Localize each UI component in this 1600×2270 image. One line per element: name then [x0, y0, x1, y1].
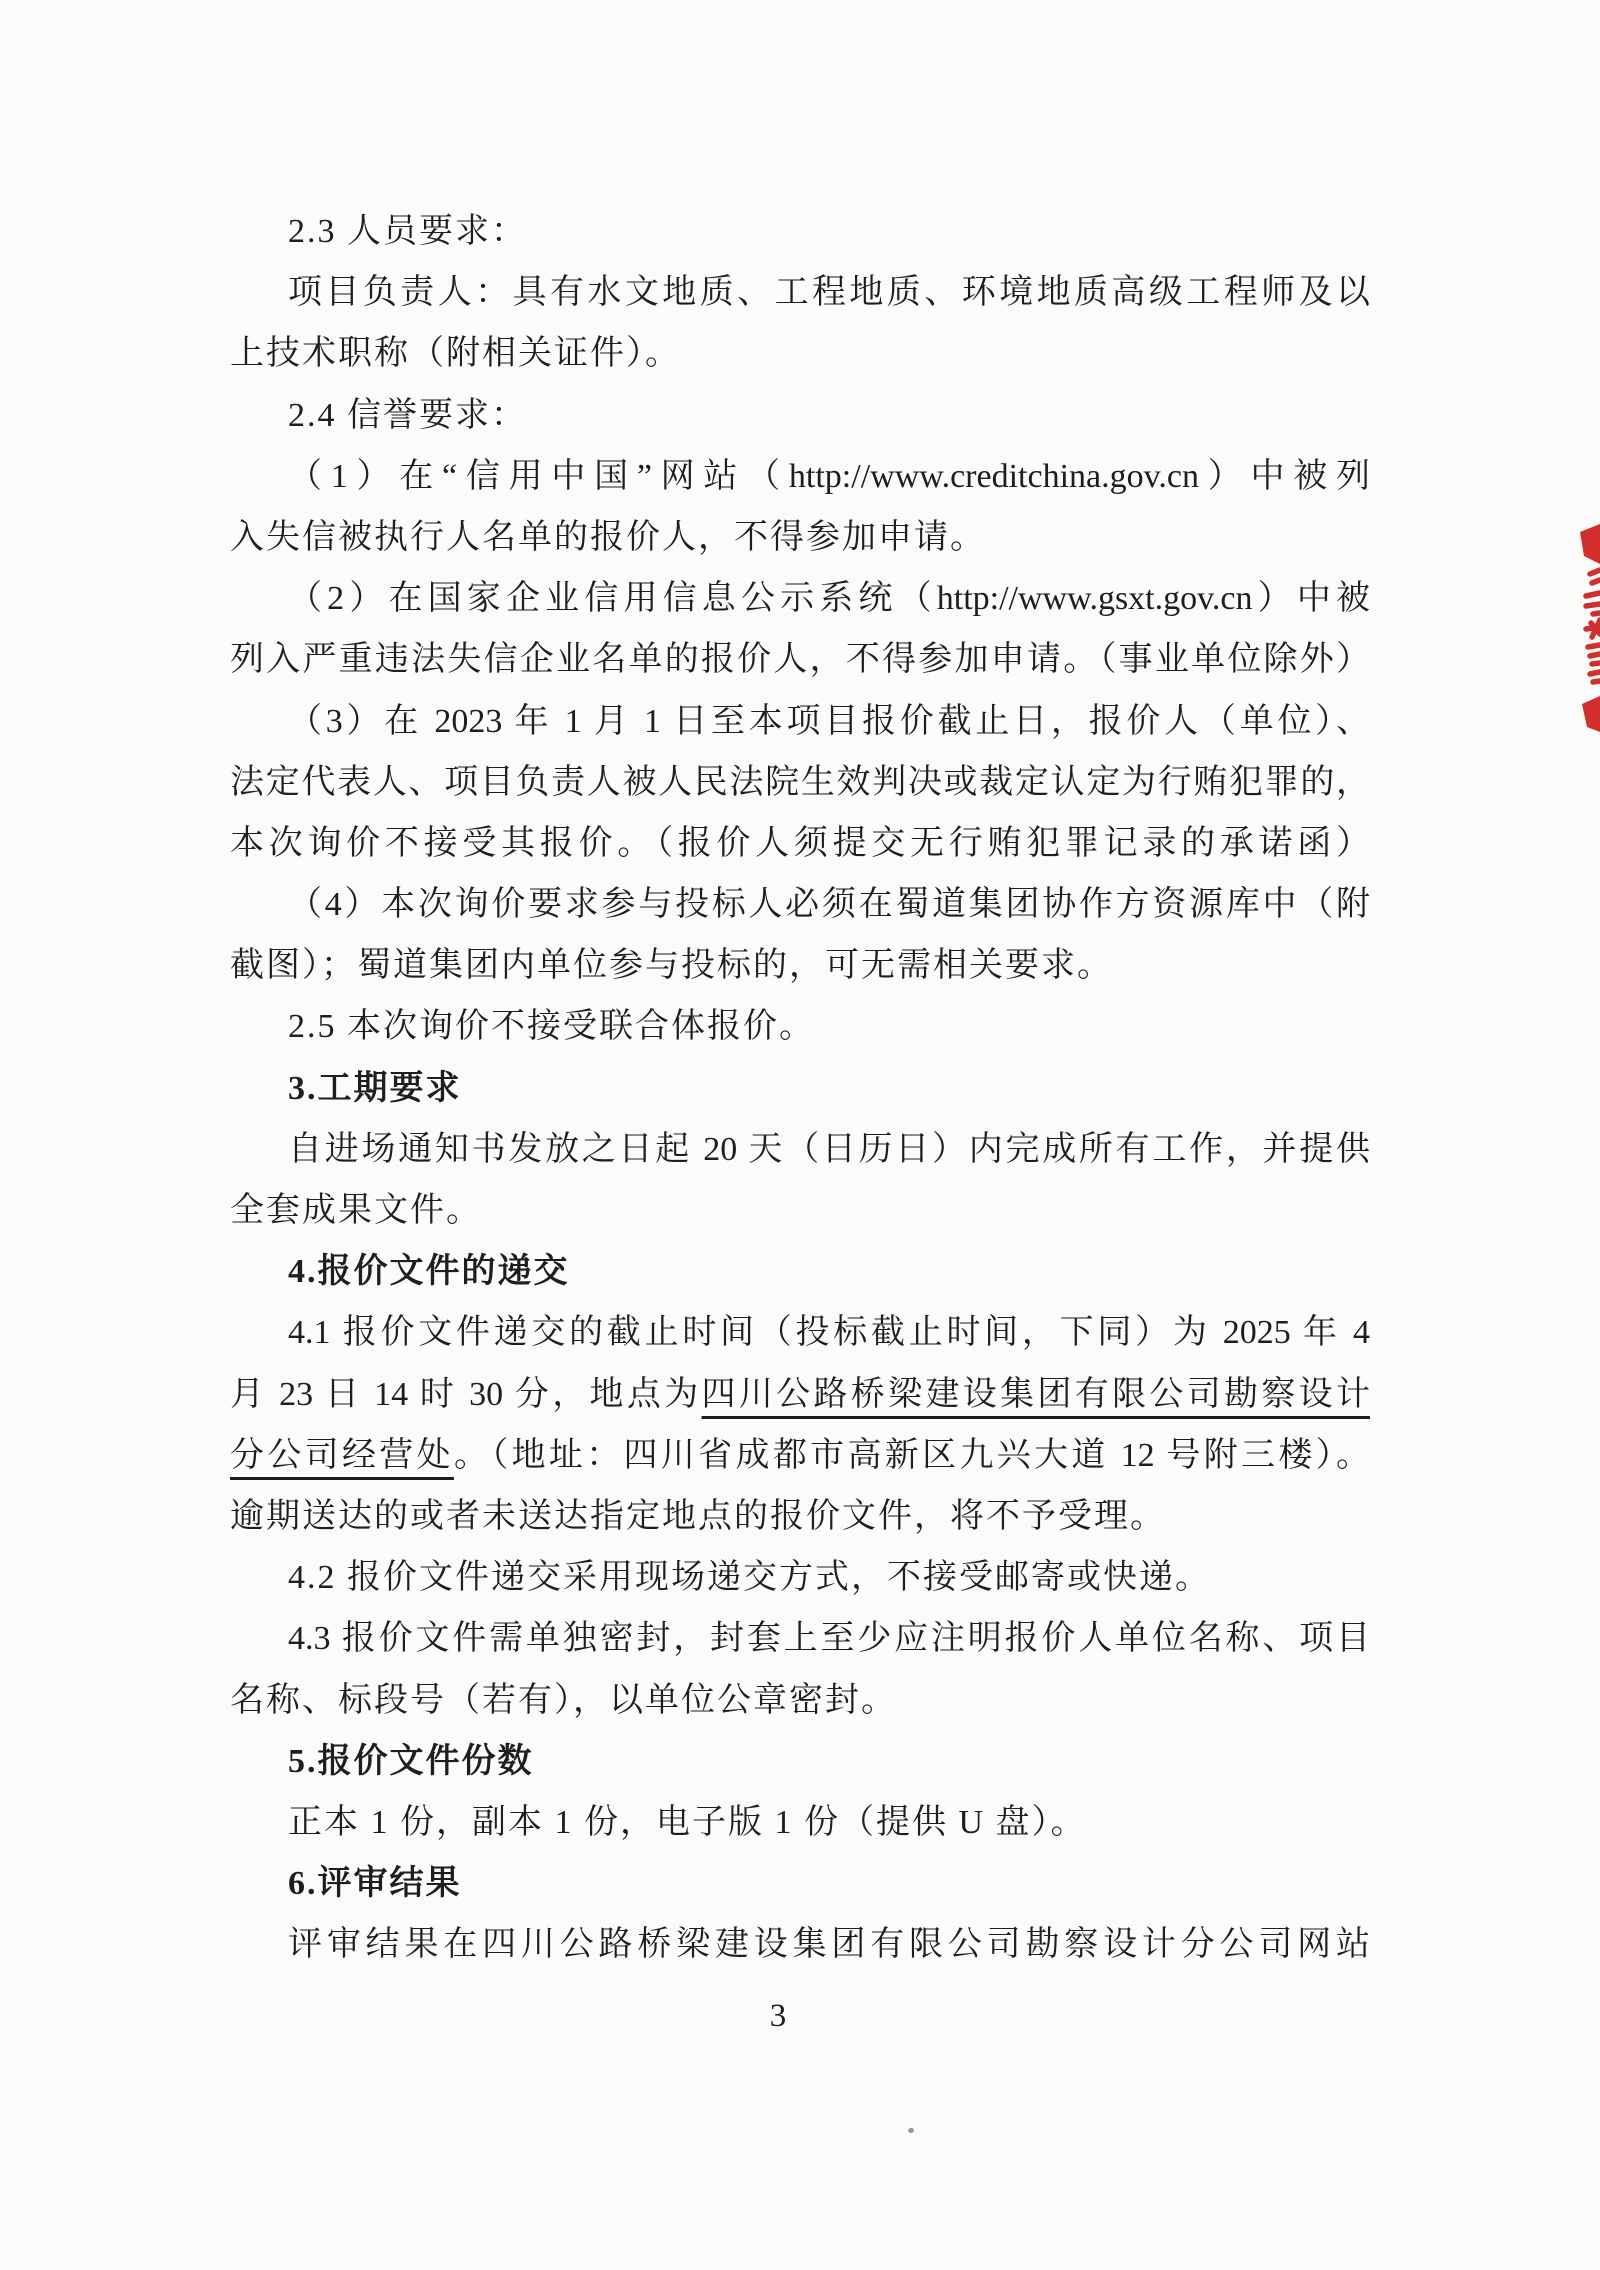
text-segment: 2.5 本次询价不接受联合体报价。	[288, 1008, 815, 1046]
underlined-text: 分公司经营处	[230, 1436, 454, 1474]
text-line	[230, 1425, 1370, 1486]
text-line	[230, 691, 1370, 752]
page-number: 3	[769, 1998, 787, 2034]
seal-stroke-fragment	[1586, 620, 1600, 637]
seal-stroke-fragment	[1590, 570, 1600, 583]
section-heading	[230, 1058, 1370, 1119]
text-segment: 名称、标段号（若有），以单位公章密封。	[230, 1681, 897, 1719]
text-segment: 项目负责人：具有水文地质、工程地质、环境地质高级工程师及以	[288, 274, 1370, 312]
scan-speck	[908, 2128, 914, 2133]
text-line	[230, 1792, 1370, 1853]
text-segment: 入失信被执行人名单的报价人，不得参加申请。	[230, 518, 986, 556]
text-segment: 上技术职称（附相关证件）。	[230, 335, 681, 373]
text-segment: （1）在“信用中国”网站（http://www.creditchina.gov.cn）中被列	[288, 457, 1370, 495]
text-line	[230, 996, 1370, 1057]
text-line	[230, 323, 1370, 384]
text-line	[230, 446, 1370, 507]
seal-stroke-fragment	[1588, 645, 1600, 664]
text-line	[230, 1180, 1370, 1241]
text-segment: 全套成果文件。	[230, 1192, 482, 1229]
text-line	[230, 568, 1370, 629]
text-segment: 法定代表人、项目负责人被人民法院生效判决或裁定认定为行贿犯罪的，	[230, 763, 1370, 801]
text-segment: 6.评审结果	[288, 1865, 462, 1903]
text-segment: 3.工期要求	[288, 1069, 462, 1107]
text-segment: 自进场通知书发放之日起 20 天（日历日）内完成所有工作，并提供	[288, 1130, 1370, 1168]
text-line	[230, 1547, 1370, 1608]
text-segment: 截图）；蜀道集团内单位参与投标的，可无需相关要求。	[230, 947, 1113, 985]
text-line	[230, 262, 1370, 323]
text-line	[230, 1364, 1370, 1425]
text-line	[230, 385, 1370, 446]
seal-stroke-fragment	[1590, 672, 1600, 682]
text-line	[230, 1914, 1370, 1975]
seal-bottom-arrow	[1582, 696, 1600, 732]
text-block	[230, 201, 1370, 1975]
section-heading	[230, 1241, 1370, 1302]
section-heading	[230, 1853, 1370, 1914]
text-segment: 列入严重违法失信企业名单的报价人，不得参加申请。（事业单位除外）	[230, 641, 1370, 679]
text-segment: 4.报价文件的递交	[288, 1253, 570, 1291]
text-segment: 2.4 信誉要求：	[288, 396, 527, 434]
text-segment: （4）本次询价要求参与投标人必须在蜀道集团协作方资源库中（附	[288, 886, 1370, 924]
text-segment: （2）在国家企业信用信息公示系统（http://www.gsxt.gov.cn）中被	[288, 580, 1370, 618]
text-line	[230, 1670, 1370, 1731]
text-segment: 4.2 报价文件递交采用现场递交方式，不接受邮寄或快递。	[288, 1559, 1211, 1597]
text-segment: 逾期送达的或者未送达指定地点的报价文件，将不予受理。	[230, 1497, 1166, 1535]
text-segment: 。（地址：四川省成都市高新区九兴大道 12 号附三楼）。	[453, 1436, 1371, 1474]
text-line	[230, 1302, 1370, 1363]
underlined-text: 四川公路桥梁建设集团有限公司勘察设计	[701, 1375, 1370, 1413]
section-heading	[230, 1731, 1370, 1792]
text-segment: 4.1 报价文件递交的截止时间（投标截止时间，下同）为 2025 年 4	[288, 1314, 1370, 1352]
seal-stroke-fragment	[1586, 593, 1600, 614]
seal-top-arrow	[1580, 524, 1600, 564]
text-line	[230, 1119, 1370, 1180]
text-line	[230, 813, 1370, 874]
text-segment: （3）在 2023 年 1 月 1 日至本项目报价截止日，报价人（单位）、	[288, 702, 1370, 740]
text-line	[230, 507, 1370, 568]
text-line	[230, 1486, 1370, 1547]
text-line	[230, 874, 1370, 935]
red-seal-edge-fragment	[1560, 520, 1600, 740]
text-segment: 5.报价文件份数	[288, 1742, 534, 1780]
text-segment: 2.3 人员要求：	[288, 213, 527, 250]
text-line	[230, 1608, 1370, 1669]
text-line	[230, 201, 1370, 262]
text-segment: 4.3 报价文件需单独密封，封套上至少应注明报价人单位名称、项目	[288, 1620, 1370, 1658]
text-segment: 评审结果在四川公路桥梁建设集团有限公司勘察设计分公司网站	[288, 1926, 1370, 1964]
text-segment: 本次询价不接受其报价。（报价人须提交无行贿犯罪记录的承诺函）	[230, 824, 1370, 862]
text-line	[230, 752, 1370, 813]
text-line	[230, 629, 1370, 690]
text-segment: 正本 1 份，副本 1 份，电子版 1 份（提供 U 盘）。	[288, 1803, 1087, 1841]
text-line	[230, 935, 1370, 996]
text-segment: 月 23 日 14 时 30 分，地点为	[230, 1375, 702, 1413]
